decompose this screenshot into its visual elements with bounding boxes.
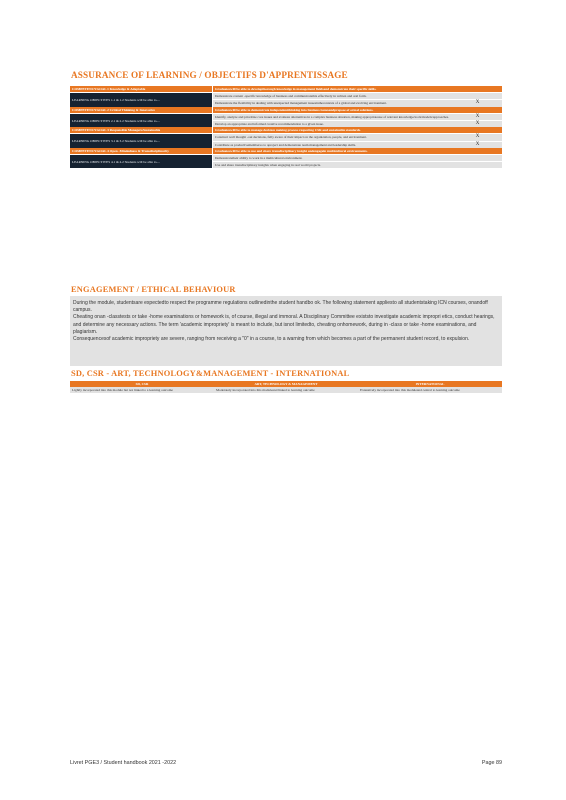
competency-name: COMPETENCYGOAL 3 Responsible Managers/Sustainable bbox=[70, 127, 213, 133]
sd-csr-title: SD, CSR - ART, TECHNOLOGY&MANAGEMENT - INTERNATIONAL bbox=[71, 369, 350, 378]
sd-body-cell: Moderately incorporated into this moduleand linked to learning outcome bbox=[216, 388, 315, 393]
competency-row bbox=[70, 127, 502, 133]
sd-header-cell: INTERNATIONAL bbox=[415, 382, 445, 386]
objective-mark bbox=[453, 93, 502, 99]
competency-row bbox=[70, 86, 502, 92]
competency-name: COMPETENCYGOAL 4 Open -Mindedness & Transdisciplinarity bbox=[70, 148, 213, 154]
competency-row bbox=[70, 148, 502, 154]
objective-item: Use and share transdisciplinary insights when engaging in real world projects. bbox=[213, 162, 502, 168]
objective-mark: X bbox=[475, 121, 480, 127]
sd-body-cell: Extensively incorporated into this moduleand central to learning outcome bbox=[360, 388, 460, 393]
engagement-paragraph: Consequencesof academic impropriety are severe, ranging from receiving a "0" in a course, to a warning from which becomes a part of the permanent student record, to expulsion. bbox=[73, 336, 470, 343]
objective-item: Develop an appropriate and informed creative recommendation to a given issue. X bbox=[213, 121, 502, 127]
objectives-label: LEARNING OBJECTIVES 2.1 & 2.2 Students will be able to.... bbox=[70, 114, 213, 127]
objective-item: Demonstrate content -specific knowledge of business and communicatethis effectively in written and oral form. bbox=[213, 93, 502, 100]
footer-handbook-label: Livret PGE3 / Student handbook 2021 -2022 bbox=[70, 760, 177, 766]
objective-item: Demonstratetheir ability to work in a multicultural environment. bbox=[213, 155, 502, 162]
engagement-title: ENGAGEMENT / ETHICAL BEHAVIOUR bbox=[71, 285, 236, 294]
competency-description: Graduateswill be able to developthorough knowledge in management fieldsand demonstrate their specific skills. bbox=[215, 87, 377, 91]
learning-objectives-table bbox=[70, 86, 502, 168]
competency-description: Graduateswill be able to use and share transdisciplinary insight andengagein multicultural environments. bbox=[215, 148, 368, 153]
objective-item: Contribute as productivememberso to aproject and demonstrate team management and leadership skills. X bbox=[213, 142, 502, 148]
objective-item: Identify, analyze and prioritize core issues and evaluate alternatives in a complex business situation, making appropriateuse of relevant knowledge/tools/models/approaches. X bbox=[213, 114, 502, 121]
objectives-row bbox=[70, 113, 502, 127]
objective-item: Demonstrate the flexibility in dealing with unexpected management issuesinthecontexts of a global and evolving environment. X bbox=[213, 100, 502, 106]
page-footer bbox=[70, 760, 502, 766]
objectives-row bbox=[70, 133, 502, 147]
objective-mark bbox=[453, 162, 502, 168]
objective-mark bbox=[453, 155, 502, 161]
objectives-row bbox=[70, 92, 502, 106]
objective-mark: X bbox=[475, 134, 480, 140]
engagement-text-block bbox=[70, 296, 502, 366]
sd-csr-table bbox=[70, 381, 502, 393]
footer-page-number: Page 89 bbox=[481, 760, 502, 766]
objective-mark: X bbox=[475, 141, 480, 147]
objective-mark: X bbox=[475, 100, 480, 106]
competency-name: COMPETENCYGOAL 2 Critical Thinking & Innovative bbox=[70, 107, 213, 113]
objective-mark: X bbox=[475, 113, 480, 119]
objectives-label: LEARNING OBJECTIVES 1.1 & 1.2 Students will be able to.... bbox=[70, 93, 213, 106]
sd-body-cell: Lightly incorporated into this module but not linked to a learning outcome bbox=[72, 388, 173, 393]
sd-header-cell: SD, CSR bbox=[135, 382, 149, 386]
competency-description: Graduateswill be able to demonstrate independentthinking into business issuesandpropose of ormal solutions. bbox=[215, 107, 374, 112]
competency-row bbox=[70, 107, 502, 113]
objectives-label: LEARNING OBJECTIVES 3.1 & 3.2 Students will be able to.... bbox=[70, 134, 213, 147]
competency-name: COMPETENCYGOAL 1 Knowledge & Adaptable bbox=[70, 86, 213, 92]
objectives-row bbox=[70, 154, 502, 168]
objective-item: Construct well thought -out decisions, fully aware of their impact on the organization, people, and environment. X bbox=[213, 134, 502, 141]
sd-table-row bbox=[70, 387, 502, 393]
engagement-paragraph: During the module, studentsare expectedto respect the programme regulations outlinedinthe student handbo ok. The following statement appliesto all studentstaking ICN courses, onandoff campus. bbox=[73, 300, 488, 314]
sd-header-cell: ART, TECHNOLOGY & MANAGEMENT bbox=[254, 382, 318, 386]
competency-description: Graduateswill be able to manage decision making process respecting CSR and sustainable standards. bbox=[215, 128, 361, 133]
engagement-paragraph: Cheating onan -classtests or take -home examinations or homework is, of course, illegal and immoral. A Disciplinary Committee existsto investigate academic impropri etics, conduct hearings, and determine any necessary actions. The term 'academic impropriety' is meant to include, but isnot limitedto, cheating onhomework, during in -class or take -home examinations, and plagiarism. bbox=[73, 314, 495, 335]
learning-assurance-title: ASSURANCE OF LEARNING / OBJECTIFS D'APPRENTISSAGE bbox=[71, 70, 348, 80]
objectives-label: LEARNING OBJECTIVES 4.1 & 4.2 Students will be able to.... bbox=[70, 155, 213, 168]
